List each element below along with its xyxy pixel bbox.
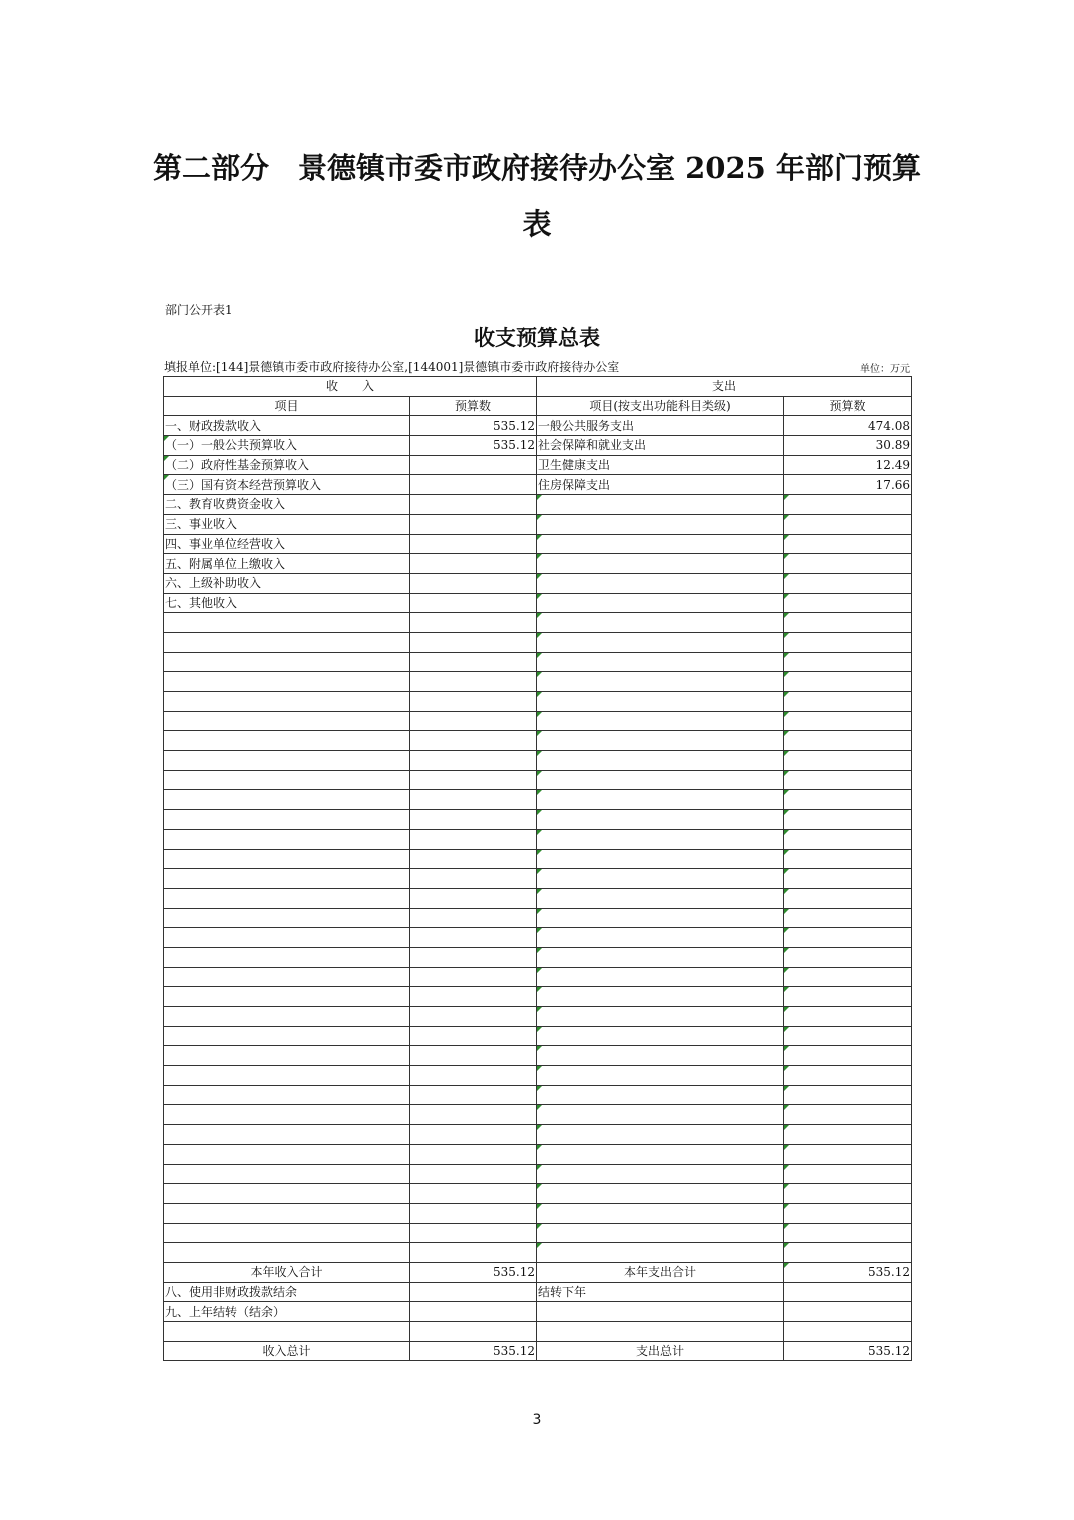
income-budget-cell	[410, 1164, 537, 1184]
expense-budget-cell	[784, 1125, 912, 1145]
table-row	[164, 455, 912, 475]
expense-budget-cell	[784, 534, 912, 554]
income-budget-cell	[410, 692, 537, 712]
income-budget-cell	[410, 1105, 537, 1125]
expense-budget-cell: 17.66	[784, 475, 912, 495]
income-budget-cell	[410, 1125, 537, 1145]
income-item-cell	[164, 1007, 410, 1027]
expense-budget-cell	[784, 1066, 912, 1086]
summary-row	[164, 1262, 912, 1282]
income-budget-cell	[410, 1243, 537, 1263]
income-budget-cell	[410, 908, 537, 928]
expense-item-cell	[537, 1184, 784, 1204]
table-row	[164, 1007, 912, 1027]
table-row	[164, 534, 912, 554]
income-budget-cell	[410, 790, 537, 810]
income-item-cell	[164, 987, 410, 1007]
summary-row	[164, 1302, 912, 1322]
table-row	[164, 1046, 912, 1066]
table-row	[164, 711, 912, 731]
table-row	[164, 652, 912, 672]
expense-item-cell	[537, 1046, 784, 1066]
expense-budget-cell	[784, 770, 912, 790]
expense-total-value: 535.12	[784, 1341, 912, 1361]
expense-budget-cell	[784, 1026, 912, 1046]
expense-year-total-value: 535.12	[784, 1262, 912, 1282]
table-row	[164, 770, 912, 790]
summary-row	[164, 1322, 912, 1342]
expense-budget-cell	[784, 613, 912, 633]
expense-budget-cell	[784, 810, 912, 830]
expense-item-cell	[537, 829, 784, 849]
blank-cell	[537, 1322, 784, 1342]
expense-item-cell	[537, 1164, 784, 1184]
income-item-cell	[164, 829, 410, 849]
blank-cell	[164, 1322, 410, 1342]
expense-item-cell	[537, 987, 784, 1007]
income-item-cell	[164, 672, 410, 692]
income-budget-cell	[410, 810, 537, 830]
income-item-cell	[164, 632, 410, 652]
table-row	[164, 987, 912, 1007]
expense-item-cell: 社会保障和就业支出	[537, 436, 784, 456]
income-item-cell: 一、财政拨款收入	[164, 416, 410, 436]
income-budget-cell	[410, 593, 537, 613]
income-budget-cell	[410, 1144, 537, 1164]
expense-item-cell	[537, 967, 784, 987]
table-row	[164, 672, 912, 692]
expense-item-cell	[537, 751, 784, 771]
expense-item-cell	[537, 908, 784, 928]
income-row-8-value	[410, 1282, 537, 1302]
income-item-cell: 五、附属单位上缴收入	[164, 554, 410, 574]
table-row	[164, 1105, 912, 1125]
expense-budget-cell	[784, 1164, 912, 1184]
expense-budget-cell	[784, 554, 912, 574]
expense-budget-cell	[784, 1007, 912, 1027]
expense-item-cell	[537, 1243, 784, 1263]
table-subheader-row	[164, 396, 912, 416]
income-item-cell	[164, 1184, 410, 1204]
income-budget-cell	[410, 455, 537, 475]
expense-item-cell: 一般公共服务支出	[537, 416, 784, 436]
income-budget-cell	[410, 672, 537, 692]
expense-budget-cell	[784, 514, 912, 534]
expense-budget-cell	[784, 632, 912, 652]
table-row	[164, 1144, 912, 1164]
income-budget-cell	[410, 987, 537, 1007]
expense-item-cell	[537, 1223, 784, 1243]
table-row	[164, 1066, 912, 1086]
income-item-cell	[164, 1203, 410, 1223]
expense-budget-cell	[784, 711, 912, 731]
table-row	[164, 1184, 912, 1204]
budget-table	[163, 376, 912, 1361]
expense-item-cell	[537, 514, 784, 534]
expense-item-cell	[537, 810, 784, 830]
table-row	[164, 928, 912, 948]
income-budget-cell	[410, 495, 537, 515]
expense-item-cell: 住房保障支出	[537, 475, 784, 495]
income-budget-cell: 535.12	[410, 416, 537, 436]
expense-blank	[537, 1302, 784, 1322]
expense-item-cell	[537, 1203, 784, 1223]
budget-table-body	[164, 377, 912, 1361]
table-row	[164, 1223, 912, 1243]
income-budget-cell	[410, 573, 537, 593]
table-row	[164, 554, 912, 574]
income-budget-cell	[410, 1184, 537, 1204]
table-header-row	[164, 377, 912, 397]
expense-budget-cell	[784, 790, 912, 810]
unit-label: 单位：万元	[860, 364, 910, 375]
income-year-total-label: 本年收入合计	[164, 1262, 410, 1282]
income-item-cell	[164, 1243, 410, 1263]
income-budget-cell	[410, 613, 537, 633]
table-row	[164, 1125, 912, 1145]
expense-item-cell	[537, 947, 784, 967]
income-item-cell	[164, 1066, 410, 1086]
expense-budget-cell	[784, 928, 912, 948]
expense-item-cell	[537, 1066, 784, 1086]
income-row-9-value	[410, 1302, 537, 1322]
table-row	[164, 416, 912, 436]
table-row	[164, 632, 912, 652]
expense-budget-cell	[784, 731, 912, 751]
income-budget-cell	[410, 1085, 537, 1105]
expense-budget-cell	[784, 967, 912, 987]
grand-total-row	[164, 1341, 912, 1361]
income-item-cell	[164, 770, 410, 790]
table-row	[164, 593, 912, 613]
income-budget-cell	[410, 652, 537, 672]
expense-item-cell	[537, 928, 784, 948]
income-item-cell	[164, 928, 410, 948]
table-row	[164, 1164, 912, 1184]
income-item-cell: 二、教育收费资金收入	[164, 495, 410, 515]
expense-item-cell	[537, 495, 784, 515]
expense-item-cell	[537, 652, 784, 672]
income-budget-cell: 535.12	[410, 436, 537, 456]
expense-budget-cell	[784, 1184, 912, 1204]
filler-unit-line	[164, 358, 910, 375]
income-budget-cell	[410, 829, 537, 849]
expense-item-header: 项目(按支出功能科目类级)	[537, 396, 784, 416]
expense-year-total-label: 本年支出合计	[537, 1262, 784, 1282]
expense-budget-cell	[784, 672, 912, 692]
expense-item-cell	[537, 1125, 784, 1145]
expense-budget-cell	[784, 987, 912, 1007]
expense-item-cell	[537, 790, 784, 810]
expense-budget-cell: 30.89	[784, 436, 912, 456]
income-budget-cell	[410, 554, 537, 574]
income-budget-cell	[410, 928, 537, 948]
table-row	[164, 692, 912, 712]
table-row	[164, 1203, 912, 1223]
income-item-cell: 六、上级补助收入	[164, 573, 410, 593]
expense-item-cell	[537, 869, 784, 889]
expense-budget-cell	[784, 1046, 912, 1066]
expense-item-cell	[537, 1144, 784, 1164]
income-item-cell	[164, 692, 410, 712]
expense-budget-cell	[784, 1203, 912, 1223]
expense-item-cell	[537, 672, 784, 692]
income-budget-cell	[410, 1066, 537, 1086]
form-id: 部门公开表1	[165, 303, 233, 317]
income-budget-cell	[410, 711, 537, 731]
expense-header: 支出	[537, 377, 912, 397]
expense-budget-cell	[784, 829, 912, 849]
income-item-cell: 三、事业收入	[164, 514, 410, 534]
income-budget-cell	[410, 967, 537, 987]
income-budget-cell	[410, 1046, 537, 1066]
expense-budget-cell	[784, 1085, 912, 1105]
income-item-cell: （二）政府性基金预算收入	[164, 455, 410, 475]
table-row	[164, 1085, 912, 1105]
income-budget-cell	[410, 534, 537, 554]
income-item-cell	[164, 849, 410, 869]
expense-budget-cell	[784, 1105, 912, 1125]
table-row	[164, 613, 912, 633]
table-row	[164, 495, 912, 515]
income-budget-cell	[410, 849, 537, 869]
table-row	[164, 849, 912, 869]
table-row	[164, 947, 912, 967]
expense-item-cell	[537, 613, 784, 633]
expense-blank-value	[784, 1302, 912, 1322]
income-item-cell	[164, 1026, 410, 1046]
income-budget-cell	[410, 514, 537, 534]
income-item-cell: （三）国有资本经营预算收入	[164, 475, 410, 495]
table-row	[164, 1243, 912, 1263]
expense-item-cell	[537, 554, 784, 574]
summary-row	[164, 1282, 912, 1302]
expense-item-cell	[537, 888, 784, 908]
income-budget-cell	[410, 1007, 537, 1027]
income-item-cell	[164, 869, 410, 889]
income-budget-cell	[410, 947, 537, 967]
income-year-total-value: 535.12	[410, 1262, 537, 1282]
income-budget-cell	[410, 770, 537, 790]
table-row	[164, 731, 912, 751]
carry-forward-label: 结转下年	[537, 1282, 784, 1302]
income-budget-cell	[410, 632, 537, 652]
table-row	[164, 829, 912, 849]
income-item-cell	[164, 790, 410, 810]
expense-item-cell	[537, 692, 784, 712]
expense-budget-cell	[784, 1223, 912, 1243]
table-row	[164, 888, 912, 908]
table-row	[164, 810, 912, 830]
expense-budget-cell	[784, 1243, 912, 1263]
expense-budget-cell	[784, 849, 912, 869]
income-budget-cell	[410, 1203, 537, 1223]
expense-item-cell	[537, 534, 784, 554]
expense-item-cell	[537, 1007, 784, 1027]
table-row	[164, 475, 912, 495]
expense-item-cell	[537, 731, 784, 751]
table-row	[164, 1026, 912, 1046]
income-item-cell	[164, 1144, 410, 1164]
table-row	[164, 514, 912, 534]
expense-item-cell	[537, 1026, 784, 1046]
filler-unit: 填报单位:[144]景德镇市委市政府接待办公室,[144001]景德镇市委市政府接待办公室	[164, 360, 620, 374]
income-item-cell	[164, 1105, 410, 1125]
income-item-cell: （一）一般公共预算收入	[164, 436, 410, 456]
expense-budget-cell	[784, 573, 912, 593]
expense-budget-cell	[784, 1144, 912, 1164]
income-item-cell	[164, 1164, 410, 1184]
expense-budget-header: 预算数	[784, 396, 912, 416]
expense-item-cell	[537, 849, 784, 869]
income-total-value: 535.12	[410, 1341, 537, 1361]
table-row	[164, 436, 912, 456]
expense-item-cell	[537, 573, 784, 593]
income-budget-cell	[410, 869, 537, 889]
expense-item-cell	[537, 632, 784, 652]
income-budget-cell	[410, 475, 537, 495]
expense-budget-cell	[784, 869, 912, 889]
page-number: 3	[532, 1412, 542, 1428]
income-item-cell	[164, 731, 410, 751]
carry-forward-value	[784, 1282, 912, 1302]
blank-cell	[410, 1322, 537, 1342]
expense-item-cell	[537, 593, 784, 613]
income-budget-cell	[410, 751, 537, 771]
income-item-cell	[164, 908, 410, 928]
income-item-cell	[164, 1046, 410, 1066]
income-item-cell	[164, 888, 410, 908]
table-row	[164, 967, 912, 987]
expense-budget-cell	[784, 692, 912, 712]
expense-budget-cell: 474.08	[784, 416, 912, 436]
income-item-cell	[164, 947, 410, 967]
expense-item-cell	[537, 1085, 784, 1105]
income-budget-cell	[410, 731, 537, 751]
expense-total-label: 支出总计	[537, 1341, 784, 1361]
income-item-cell	[164, 613, 410, 633]
income-item-cell	[164, 1223, 410, 1243]
expense-budget-cell	[784, 947, 912, 967]
blank-cell	[784, 1322, 912, 1342]
income-row-9: 九、上年结转（结余）	[164, 1302, 410, 1322]
income-item-cell: 七、其他收入	[164, 593, 410, 613]
income-header: 收 入	[164, 377, 537, 397]
table-row	[164, 908, 912, 928]
income-item-cell	[164, 1125, 410, 1145]
expense-budget-cell	[784, 908, 912, 928]
table-row	[164, 869, 912, 889]
income-budget-cell	[410, 1026, 537, 1046]
income-item-header: 项目	[164, 396, 410, 416]
income-item-cell	[164, 967, 410, 987]
expense-item-cell	[537, 1105, 784, 1125]
income-item-cell	[164, 652, 410, 672]
income-budget-cell	[410, 1223, 537, 1243]
expense-item-cell	[537, 770, 784, 790]
table-row	[164, 573, 912, 593]
expense-item-cell	[537, 711, 784, 731]
income-total-label: 收入总计	[164, 1341, 410, 1361]
income-row-8: 八、使用非财政拨款结余	[164, 1282, 410, 1302]
expense-budget-cell: 12.49	[784, 455, 912, 475]
expense-budget-cell	[784, 652, 912, 672]
expense-budget-cell	[784, 593, 912, 613]
table-title: 收支预算总表	[474, 326, 600, 350]
income-item-cell	[164, 751, 410, 771]
income-item-cell: 四、事业单位经营收入	[164, 534, 410, 554]
income-item-cell	[164, 711, 410, 731]
income-budget-cell	[410, 888, 537, 908]
income-item-cell	[164, 1085, 410, 1105]
heading-line-1: 第二部分 景德镇市委市政府接待办公室 2025 年部门预算	[153, 151, 921, 185]
expense-budget-cell	[784, 495, 912, 515]
heading-line-2: 表	[522, 207, 552, 241]
table-row	[164, 790, 912, 810]
table-row	[164, 751, 912, 771]
expense-budget-cell	[784, 888, 912, 908]
expense-item-cell: 卫生健康支出	[537, 455, 784, 475]
document-heading	[150, 140, 924, 252]
income-item-cell	[164, 810, 410, 830]
expense-budget-cell	[784, 751, 912, 771]
income-budget-header: 预算数	[410, 396, 537, 416]
